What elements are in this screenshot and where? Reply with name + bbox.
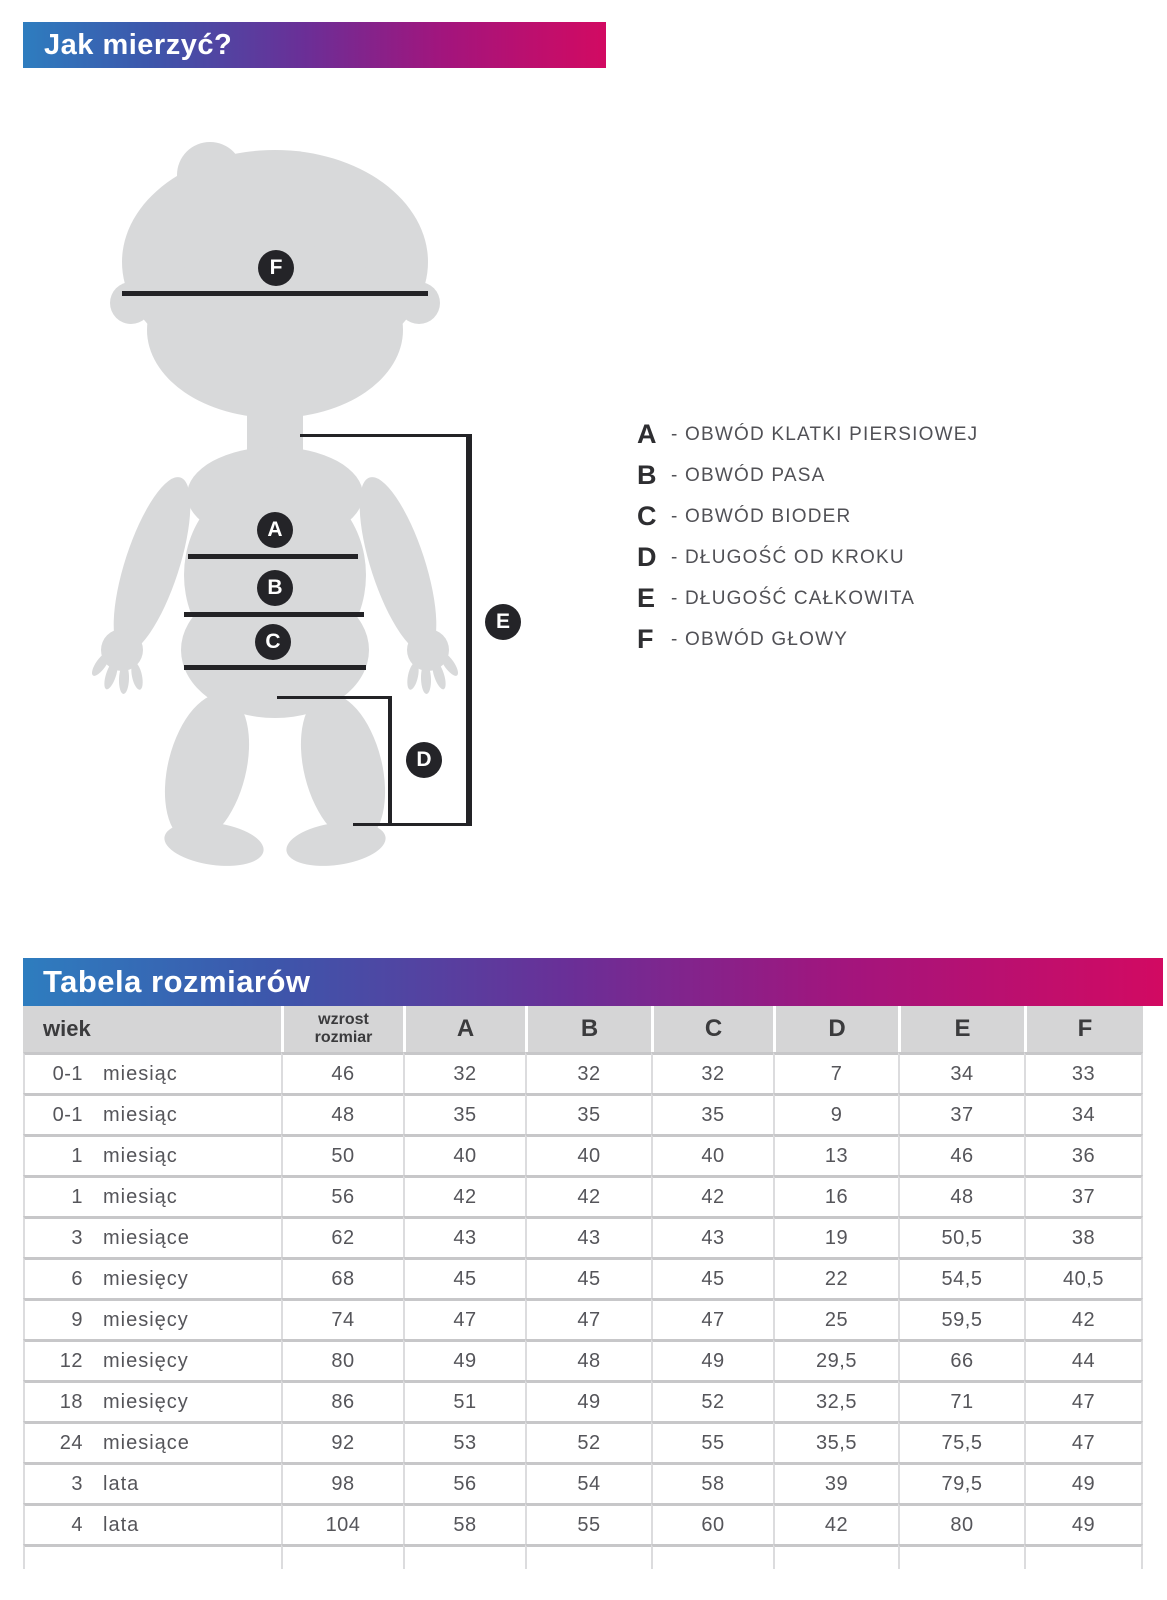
table-cell-e: 80 bbox=[898, 1503, 1024, 1544]
table-cell-age bbox=[23, 1339, 281, 1380]
table-cell-b: 42 bbox=[525, 1175, 651, 1216]
marker-c: C bbox=[255, 624, 291, 660]
table-cell-empty bbox=[281, 1544, 403, 1569]
legend-letter: D bbox=[637, 542, 657, 572]
table-cell-c: 52 bbox=[651, 1380, 773, 1421]
table-cell-b: 35 bbox=[525, 1093, 651, 1134]
table-cell-empty bbox=[1024, 1544, 1143, 1569]
marker-a: A bbox=[257, 512, 293, 548]
table-cell-a: 49 bbox=[403, 1339, 525, 1380]
table-cell-b: 40 bbox=[525, 1134, 651, 1175]
table-cell-height: 68 bbox=[281, 1257, 403, 1298]
table-cell-b: 54 bbox=[525, 1462, 651, 1503]
table-cell-a: 40 bbox=[403, 1134, 525, 1175]
age-number: 0-1 bbox=[52, 1062, 83, 1085]
table-cell-a: 53 bbox=[403, 1421, 525, 1462]
table-cell-e: 59,5 bbox=[898, 1298, 1024, 1339]
measurement-legend bbox=[637, 414, 978, 660]
table-cell-e: 48 bbox=[898, 1175, 1024, 1216]
legend-label: - OBWÓD KLATKI PIERSIOWEJ bbox=[671, 423, 979, 445]
table-cell-a: 43 bbox=[403, 1216, 525, 1257]
table-cell-f: 34 bbox=[1024, 1093, 1143, 1134]
table-cell-f: 33 bbox=[1024, 1052, 1143, 1093]
table-cell-b: 55 bbox=[525, 1503, 651, 1544]
column-header-height-line1: wzrost bbox=[318, 1011, 369, 1029]
table-cell-a: 32 bbox=[403, 1052, 525, 1093]
table-cell-empty bbox=[773, 1544, 898, 1569]
legend-item bbox=[637, 619, 978, 660]
column-header-d: D bbox=[773, 1006, 898, 1052]
hip-line bbox=[184, 665, 366, 670]
table-cell-height: 56 bbox=[281, 1175, 403, 1216]
column-header-c: C bbox=[651, 1006, 773, 1052]
age-unit: lata bbox=[103, 1513, 140, 1536]
age-number: 9 bbox=[71, 1308, 83, 1331]
table-cell-d: 7 bbox=[773, 1052, 898, 1093]
age-number: 1 bbox=[71, 1185, 83, 1208]
age-number: 3 bbox=[71, 1472, 83, 1495]
legend-letter: F bbox=[637, 624, 654, 654]
table-cell-f: 38 bbox=[1024, 1216, 1143, 1257]
table-cell-b: 52 bbox=[525, 1421, 651, 1462]
legend-letter: A bbox=[637, 419, 657, 449]
table-cell-age bbox=[23, 1134, 281, 1175]
column-header-age: wiek bbox=[23, 1006, 281, 1052]
table-cell-height: 92 bbox=[281, 1421, 403, 1462]
age-unit: lata bbox=[103, 1472, 140, 1495]
marker-f: F bbox=[258, 250, 294, 286]
legend-letter: E bbox=[637, 583, 656, 613]
age-number: 6 bbox=[71, 1267, 83, 1290]
table-cell-c: 49 bbox=[651, 1339, 773, 1380]
age-unit: miesiąc bbox=[103, 1062, 178, 1085]
age-unit: miesięcy bbox=[103, 1390, 189, 1413]
table-cell-d: 25 bbox=[773, 1298, 898, 1339]
table-cell-b: 48 bbox=[525, 1339, 651, 1380]
table-cell-height: 104 bbox=[281, 1503, 403, 1544]
column-header-a: A bbox=[403, 1006, 525, 1052]
table-cell-age bbox=[23, 1093, 281, 1134]
legend-label: - OBWÓD GŁOWY bbox=[671, 628, 849, 650]
crotch-length-bar bbox=[388, 696, 392, 826]
column-header-e: E bbox=[898, 1006, 1024, 1052]
table-cell-empty bbox=[525, 1544, 651, 1569]
column-header-f: F bbox=[1024, 1006, 1143, 1052]
legend-letter: C bbox=[637, 501, 657, 531]
table-cell-empty bbox=[651, 1544, 773, 1569]
age-unit: miesiące bbox=[103, 1226, 190, 1249]
table-cell-age bbox=[23, 1421, 281, 1462]
age-unit: miesiące bbox=[103, 1431, 190, 1454]
table-cell-c: 43 bbox=[651, 1216, 773, 1257]
table-cell-b: 43 bbox=[525, 1216, 651, 1257]
table-cell-b: 45 bbox=[525, 1257, 651, 1298]
age-number: 4 bbox=[71, 1513, 83, 1536]
table-cell-a: 58 bbox=[403, 1503, 525, 1544]
table-cell-height: 50 bbox=[281, 1134, 403, 1175]
table-cell-age bbox=[23, 1052, 281, 1093]
table-cell-f: 36 bbox=[1024, 1134, 1143, 1175]
table-cell-d: 13 bbox=[773, 1134, 898, 1175]
table-cell-a: 51 bbox=[403, 1380, 525, 1421]
table-cell-d: 29,5 bbox=[773, 1339, 898, 1380]
table-cell-height: 98 bbox=[281, 1462, 403, 1503]
table-cell-a: 42 bbox=[403, 1175, 525, 1216]
age-number: 1 bbox=[71, 1144, 83, 1167]
age-number: 3 bbox=[71, 1226, 83, 1249]
table-cell-c: 45 bbox=[651, 1257, 773, 1298]
table-cell-f: 47 bbox=[1024, 1421, 1143, 1462]
column-header-height bbox=[281, 1006, 403, 1052]
table-cell-c: 40 bbox=[651, 1134, 773, 1175]
legend-label: - DŁUGOŚĆ OD KROKU bbox=[671, 546, 905, 568]
table-cell-d: 32,5 bbox=[773, 1380, 898, 1421]
head-circumference-line bbox=[122, 291, 428, 296]
baby-silhouette-diagram bbox=[0, 0, 600, 950]
age-unit: miesięcy bbox=[103, 1308, 189, 1331]
table-cell-e: 37 bbox=[898, 1093, 1024, 1134]
table-cell-height: 48 bbox=[281, 1093, 403, 1134]
table-cell-f: 47 bbox=[1024, 1380, 1143, 1421]
legend-label: - OBWÓD PASA bbox=[671, 464, 826, 486]
legend-item bbox=[637, 414, 978, 455]
legend-item bbox=[637, 578, 978, 619]
table-cell-d: 22 bbox=[773, 1257, 898, 1298]
age-unit: miesiąc bbox=[103, 1185, 178, 1208]
marker-b: B bbox=[257, 570, 293, 606]
table-cell-a: 45 bbox=[403, 1257, 525, 1298]
legend-item bbox=[637, 455, 978, 496]
size-table-banner bbox=[23, 958, 1163, 1006]
age-unit: miesiąc bbox=[103, 1144, 178, 1167]
age-number: 24 bbox=[59, 1431, 83, 1454]
table-cell-height: 62 bbox=[281, 1216, 403, 1257]
size-table bbox=[23, 1006, 1143, 1569]
table-cell-age bbox=[23, 1216, 281, 1257]
table-cell-age bbox=[23, 1380, 281, 1421]
table-cell-a: 56 bbox=[403, 1462, 525, 1503]
table-cell-a: 35 bbox=[403, 1093, 525, 1134]
age-unit: miesięcy bbox=[103, 1267, 189, 1290]
table-cell-height: 74 bbox=[281, 1298, 403, 1339]
table-cell-age bbox=[23, 1462, 281, 1503]
table-cell-a: 47 bbox=[403, 1298, 525, 1339]
age-number: 0-1 bbox=[52, 1103, 83, 1126]
table-cell-b: 32 bbox=[525, 1052, 651, 1093]
table-cell-e: 71 bbox=[898, 1380, 1024, 1421]
table-cell-c: 55 bbox=[651, 1421, 773, 1462]
table-cell-e: 54,5 bbox=[898, 1257, 1024, 1298]
total-length-top-line bbox=[300, 434, 472, 437]
crotch-length-top-line bbox=[277, 696, 391, 699]
marker-d: D bbox=[406, 742, 442, 778]
size-table-grid bbox=[23, 1006, 1143, 1569]
table-cell-d: 39 bbox=[773, 1462, 898, 1503]
table-cell-age bbox=[23, 1257, 281, 1298]
legend-item bbox=[637, 496, 978, 537]
table-cell-height: 80 bbox=[281, 1339, 403, 1380]
table-cell-e: 79,5 bbox=[898, 1462, 1024, 1503]
table-cell-e: 34 bbox=[898, 1052, 1024, 1093]
age-unit: miesięcy bbox=[103, 1349, 189, 1372]
table-cell-d: 16 bbox=[773, 1175, 898, 1216]
table-cell-empty bbox=[403, 1544, 525, 1569]
table-cell-c: 42 bbox=[651, 1175, 773, 1216]
table-cell-b: 47 bbox=[525, 1298, 651, 1339]
table-cell-height: 86 bbox=[281, 1380, 403, 1421]
table-cell-d: 35,5 bbox=[773, 1421, 898, 1462]
table-cell-age bbox=[23, 1175, 281, 1216]
table-cell-e: 66 bbox=[898, 1339, 1024, 1380]
size-table-title: Tabela rozmiarów bbox=[43, 964, 311, 999]
age-number: 18 bbox=[59, 1390, 83, 1413]
waist-line bbox=[184, 612, 364, 617]
table-cell-d: 19 bbox=[773, 1216, 898, 1257]
table-cell-f: 42 bbox=[1024, 1298, 1143, 1339]
table-cell-c: 60 bbox=[651, 1503, 773, 1544]
table-cell-e: 50,5 bbox=[898, 1216, 1024, 1257]
table-cell-c: 47 bbox=[651, 1298, 773, 1339]
table-cell-d: 42 bbox=[773, 1503, 898, 1544]
bottom-reference-line bbox=[353, 823, 472, 826]
table-cell-b: 49 bbox=[525, 1380, 651, 1421]
table-cell-e: 46 bbox=[898, 1134, 1024, 1175]
table-cell-age bbox=[23, 1298, 281, 1339]
table-cell-c: 35 bbox=[651, 1093, 773, 1134]
table-cell-f: 40,5 bbox=[1024, 1257, 1143, 1298]
legend-label: - DŁUGOŚĆ CAŁKOWITA bbox=[671, 587, 916, 609]
table-cell-e: 75,5 bbox=[898, 1421, 1024, 1462]
table-cell-d: 9 bbox=[773, 1093, 898, 1134]
table-cell-age bbox=[23, 1503, 281, 1544]
table-cell-f: 49 bbox=[1024, 1462, 1143, 1503]
age-number: 12 bbox=[59, 1349, 83, 1372]
how-to-measure-title: Jak mierzyć? bbox=[44, 28, 233, 61]
table-cell-empty bbox=[898, 1544, 1024, 1569]
legend-label: - OBWÓD BIODER bbox=[671, 505, 852, 527]
table-cell-f: 37 bbox=[1024, 1175, 1143, 1216]
table-cell-empty bbox=[23, 1544, 281, 1569]
table-cell-height: 46 bbox=[281, 1052, 403, 1093]
table-cell-f: 44 bbox=[1024, 1339, 1143, 1380]
legend-item bbox=[637, 537, 978, 578]
marker-e: E bbox=[485, 604, 521, 640]
age-unit: miesiąc bbox=[103, 1103, 178, 1126]
table-cell-f: 49 bbox=[1024, 1503, 1143, 1544]
chest-line bbox=[188, 554, 358, 559]
total-length-bar bbox=[466, 434, 472, 826]
column-header-b: B bbox=[525, 1006, 651, 1052]
table-cell-c: 32 bbox=[651, 1052, 773, 1093]
legend-letter: B bbox=[637, 460, 657, 490]
table-cell-c: 58 bbox=[651, 1462, 773, 1503]
column-header-height-line2: rozmiar bbox=[314, 1029, 373, 1046]
